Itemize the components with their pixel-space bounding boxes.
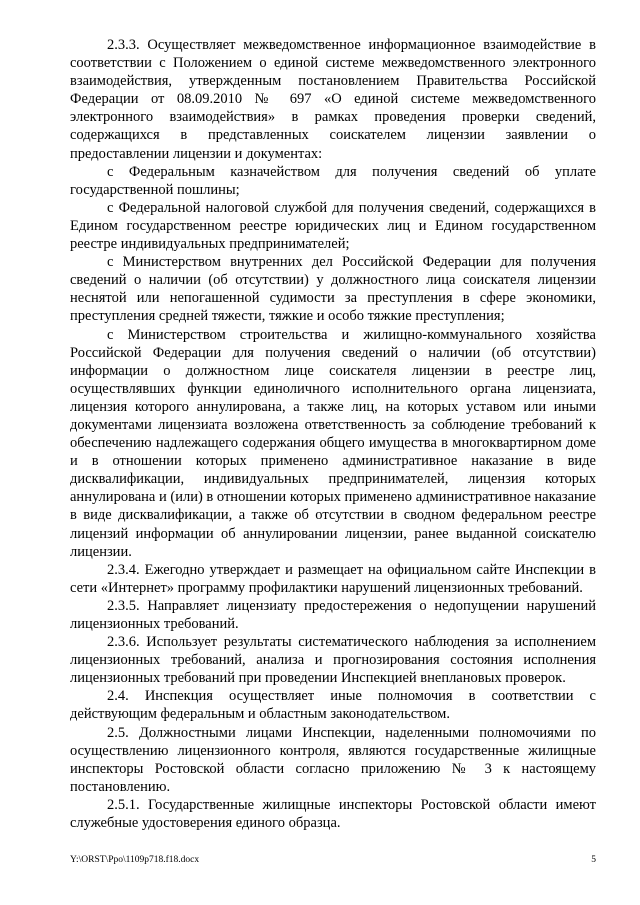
paragraph-2-3-6: 2.3.6. Использует результаты систематического наблюдения за исполнением лицензионных требований, анализа и прогнозирования состояния исполнения лицензионных требований при проведении Инспекцией внеплановых проверок. [70,634,596,687]
paragraph-tax-service: с Федеральной налоговой службой для получения сведений, содержащихся в Едином государственном реестре юридических лиц и Едином государственном реестре индивидуальных предпринимателей; [70,199,596,253]
paragraph-2-3-3: 2.3.3. Осуществляет межведомственное информационное взаимодействие в соответствии с Положением о единой системе межведомственного электронного взаимодействия, утвержденным постановлением Правительства Российской Федерации от 08.09.2010 № 697 «О единой системе межведомственного электронного взаимодействия» в рамках проведения проверки сведений, содержащихся в представленных соискателем лицензии заявлении о предоставлении лицензии и документах: [70,37,596,162]
paragraph-2-4: 2.4. Инспекция осуществляет иные полномочия в соответствии с действующим федеральным и областным законодательством. [70,688,596,723]
paragraph-interior-ministry: с Министерством внутренних дел Российской Федерации для получения сведений о наличии (об отсутствии) у должностного лица соискателя лицензии неснятой или непогашенной судимости за преступления в сфере экономики, преступления средней тяжести, тяжкие и особо тяжкие преступления; [70,254,596,325]
page-number: 5 [591,855,596,865]
document-body [70,36,596,832]
paragraph-2-3-5: 2.3.5. Направляет лицензиату предостережения о недопущении нарушений лицензионных требований. [70,597,596,632]
paragraph-construction-ministry: с Министерством строительства и жилищно-коммунального хозяйства Российской Федерации для получения сведений о наличии (об отсутствии) информации о должностном лице соискателя лицензии в реестре лиц, осуществлявших функции единоличного исполнительного органа лицензиата, лицензия которого аннулирована, а также лиц, на которых уставом или иными документами лицензиата возложена ответственность за соблюдение требований к обеспечению надлежащего содержания общего имущества в многоквартирном доме и в отношении которых применено административное наказание в виде дисквалификации, индивидуальных предпринимателей, лицензия которых аннулирована и (или) в отношении которых применено административное наказание в виде дисквалификации, а также об отсутствии в сводном федеральном реестре лицензий информации об аннулировании лицензии, ранее выданной соискателю лицензии. [70,326,596,560]
paragraph-2-5-1: 2.5.1. Государственные жилищные инспекторы Ростовской области имеют служебные удостоверения единого образца. [70,796,596,832]
page-footer [70,855,596,869]
footer-file-path: Y:\ORST\Ppo\1109p718.f18.docx [70,855,200,865]
paragraph-2-5: 2.5. Должностными лицами Инспекции, наделенными полномочиями по осуществлению лицензионного контроля, являются государственные жилищные инспекторы Ростовской области согласно приложению № 3 к настоящему постановлению. [70,724,596,795]
paragraph-treasury: с Федеральным казначейством для получения сведений об уплате государственной пошлины; [70,163,596,198]
paragraph-2-3-4: 2.3.4. Ежегодно утверждает и размещает на официальном сайте Инспекции в сети «Интернет» программу профилактики нарушений лицензионных требований. [70,561,596,596]
